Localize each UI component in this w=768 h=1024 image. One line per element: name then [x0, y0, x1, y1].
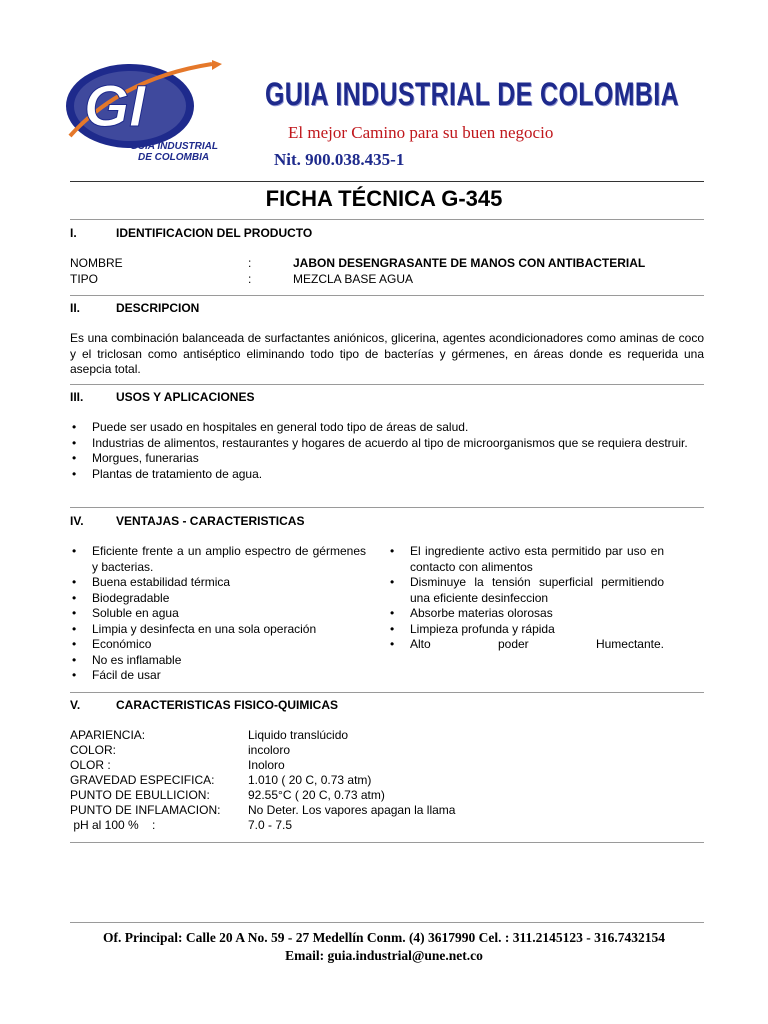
- tipo-sep: :: [248, 272, 252, 286]
- prop-value: 7.0 - 7.5: [248, 818, 293, 832]
- prop-value: Inoloro: [248, 758, 285, 772]
- divider: [70, 295, 704, 296]
- divider: [70, 842, 704, 843]
- prop-value: 1.010 ( 20 C, 0.73 atm): [248, 773, 372, 787]
- company-logo: [62, 58, 232, 168]
- header-divider: [70, 181, 704, 182]
- list-item: • Económico: [70, 637, 366, 653]
- footer-address: Of. Principal: Calle 20 A No. 59 - 27 Medellín Conm. (4) 3617990 Cel. : 311.2145123 - 316.7432154: [102, 930, 666, 945]
- section-5-number: V.: [70, 698, 81, 712]
- prop-label: COLOR:: [70, 743, 117, 757]
- nombre-value: JABON DESENGRASANTE DE MANOS CON ANTIBACTERIAL: [293, 256, 646, 270]
- prop-label: pH al 100 % :: [70, 818, 156, 832]
- list-item: • Absorbe materias olorosas: [388, 606, 664, 622]
- section-1-number: I.: [70, 226, 77, 240]
- nit-number: Nit. 900.038.435-1: [274, 150, 405, 169]
- footer-email: Email: guia.industrial@une.net.co: [285, 948, 483, 963]
- footer-divider: [70, 922, 704, 923]
- list-item: • Plantas de tratamiento de agua.: [70, 467, 704, 483]
- list-item: • Soluble en agua: [70, 606, 366, 622]
- logo-text-1: GUIA INDUSTRIAL: [130, 141, 218, 152]
- nombre-label: NOMBRE: [70, 256, 123, 270]
- section-3-number: III.: [70, 390, 84, 404]
- tipo-value: MEZCLA BASE AGUA: [293, 272, 414, 286]
- divider: [70, 692, 704, 693]
- ventajas-list-left: [70, 544, 366, 684]
- nombre-sep: :: [248, 256, 252, 270]
- list-item: • Limpieza profunda y rápida: [388, 622, 664, 638]
- section-2-number: II.: [70, 301, 81, 315]
- tagline: El mejor Camino para su buen negocio: [288, 123, 554, 142]
- divider: [70, 507, 704, 508]
- prop-label: APARIENCIA:: [70, 728, 146, 742]
- divider: [70, 219, 704, 220]
- list-item: • Industrias de alimentos, restaurantes y hogares de acuerdo al tipo de microorganismos que se requiera destruir.: [70, 436, 704, 452]
- usos-list: [70, 420, 704, 482]
- logo-text-2: DE COLOMBIA: [138, 152, 210, 163]
- list-item: • Disminuye la tensión superficial permitiendo una eficiente desinfeccion: [388, 575, 664, 606]
- list-item: • Buena estabilidad térmica: [70, 575, 366, 591]
- list-item: • El ingrediente activo esta permitido par uso en contacto con alimentos: [388, 544, 664, 575]
- section-4-heading: VENTAJAS - CARACTERISTICAS: [116, 514, 305, 528]
- prop-label: PUNTO DE INFLAMACION:: [70, 803, 221, 817]
- section-5-heading: CARACTERISTICAS FISICO-QUIMICAS: [116, 698, 338, 712]
- list-item: • Biodegradable: [70, 591, 366, 607]
- svg-text:GI: GI: [84, 74, 146, 139]
- list-item: • No es inflamable: [70, 653, 366, 669]
- list-item: • Puede ser usado en hospitales en general todo tipo de áreas de salud.: [70, 420, 704, 436]
- list-item: • Eficiente frente a un amplio espectro de gérmenes y bacterias.: [70, 544, 366, 575]
- prop-value: No Deter. Los vapores apagan la llama: [248, 803, 456, 817]
- section-3-heading: USOS Y APLICACIONES: [116, 390, 255, 404]
- prop-value: incoloro: [248, 743, 291, 757]
- prop-value: 92.55°C ( 20 C, 0.73 atm): [248, 788, 385, 802]
- ventajas-list-right: [388, 544, 664, 653]
- list-item: • Fácil de usar: [70, 668, 366, 684]
- description-text: Es una combinación balanceada de surfactantes aniónicos, glicerina, agentes acondicionadores como aminas de coco y el triclosan como antiséptico eliminando todo tipo de bacterías y gérmenes, en áreas donde es requerida una asepcia total.: [70, 331, 704, 376]
- prop-label: PUNTO DE EBULLICION:: [70, 788, 210, 802]
- tipo-label: TIPO: [70, 272, 99, 286]
- section-1-heading: IDENTIFICACION DEL PRODUCTO: [116, 226, 313, 240]
- list-item: • Alto poder Humectante.: [388, 637, 664, 653]
- prop-value: Liquido translúcido: [248, 728, 349, 742]
- divider: [70, 384, 704, 385]
- list-item: • Limpia y desinfecta en una sola operación: [70, 622, 366, 638]
- prop-label: GRAVEDAD ESPECIFICA:: [70, 773, 215, 787]
- company-name: GUIA INDUSTRIAL DE COLOMBIA: [265, 76, 680, 112]
- section-4-number: IV.: [70, 514, 84, 528]
- prop-label: OLOR :: [70, 758, 111, 772]
- list-item: • Morgues, funerarias: [70, 451, 704, 467]
- section-2-heading: DESCRIPCION: [116, 301, 200, 315]
- document-title: FICHA TÉCNICA G-345: [265, 186, 503, 211]
